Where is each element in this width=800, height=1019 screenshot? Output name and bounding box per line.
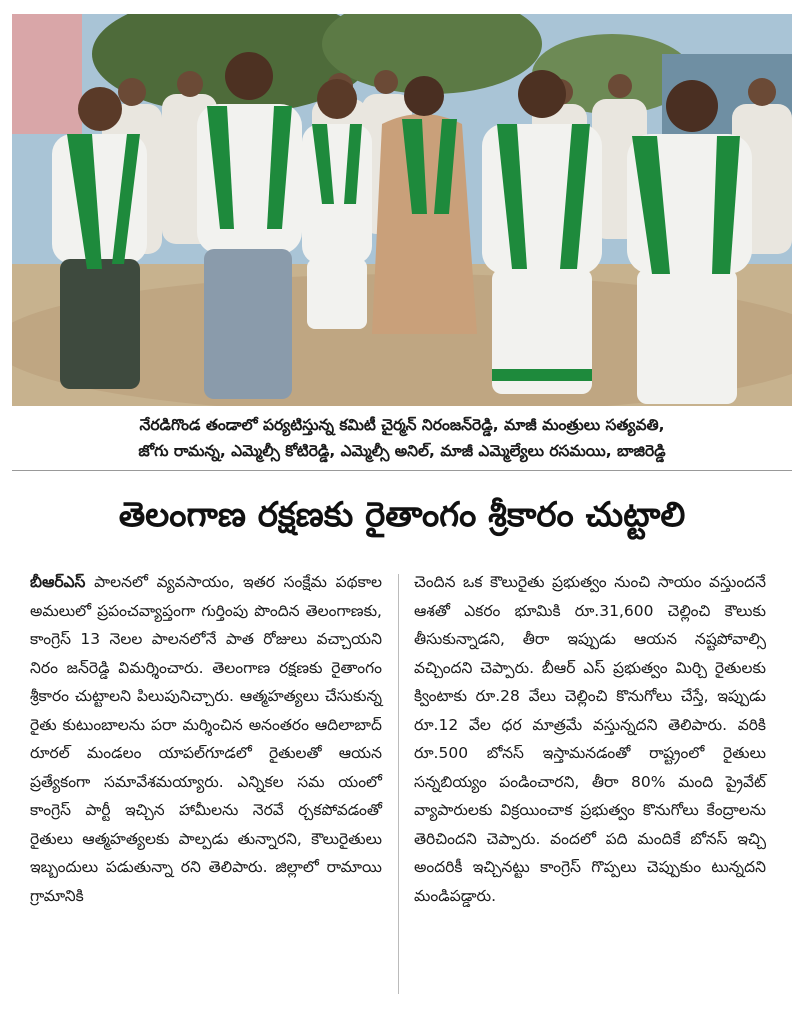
column-divider: [398, 574, 399, 994]
news-photo: [12, 14, 792, 406]
article-column-right: చెందిన ఒక కౌలురైతు ప్రభుత్వం నుంచి సాయం వస్తుందనే ఆశతో ఎకరం భూమికి రూ.31,600 చెల్లించి కౌలుకు తీసుకున్నాడని, తీరా ఇప్పుడు ఆయన నష్టపోవాల్సి వచ్చిందని చెప్పారు. బీఆర్ ఎస్ ప్రభుత్వం మిర్చి రైతులకు క్వింటాకు రూ.28 వేలు చెల్లించి కొనుగోలు చేస్తే, ఇప్పుడు రూ.12 వేల ధర మాత్రమే వస్తున్నదని తెలిపారు. వరికి రూ.500 బోనస్ ఇస్తామనడంతో రాష్ట్రంలో రైతులు సన్నబియ్యం పండించారని, తీరా 80% మంది ప్రైవేట్ వ్యాపారులకు విక్రయించాక ప్రభుత్వం కొనుగోలు కేంద్రాలను తెరిచిందని చెప్పారు. వందలో పది మందికే బోనస్ ఇచ్చి అందరికీ ఇచ్చినట్టు కాంగ్రెస్ గొప్పలు చెప్పుకుం టున్నదని మండిపడ్డారు.: [414, 573, 766, 905]
article-body: [30, 568, 780, 1008]
group-walking-photo: [12, 14, 792, 406]
article-left-text: పాలనలో వ్యవసాయం, ఇతర సంక్షేమ పథకాల అమలులో ప్రపంచవ్యాప్తంగా గుర్తింపు పొందిన తెలంగాణకు, కాంగ్రెస్ 13 నెలల పాలనలోనే పాత రోజులు వచ్చాయని నిరం జన్‌రెడ్డి విమర్శించారు. తెలంగాణ రక్షణకు రైతాంగం శ్రీకారం చుట్టాలని పిలుపునిచ్చారు. ఆత్మహత్యలు చేసుకున్న రైతు కుటుంబాలను పరా మర్శించిన అనంతరం ఆదిలాబాద్ రూరల్ మండలం యాపల్‌గూడలో రైతులతో ఆయన ప్రత్యేకంగా సమావేశమయ్యారు. ఎన్నికల సమ యంలో కాంగ్రెస్ పార్టీ ఇచ్చిన హామీలను నెరవే ర్చకపోవడంతో రైతులు ఆత్మహత్యలకు పాల్పడు తున్నారని, కౌలురైతులు ఇబ్బందులు పడుతున్నా రని తెలిపారు. జిల్లాలో రామాయి గ్రామానికి: [30, 573, 382, 905]
caption-divider: [12, 470, 792, 471]
caption-line-1: నేరడిగొండ తండాలో పర్యటిస్తున్న కమిటీ చైర్మన్ నిరంజన్‌రెడ్డి, మాజీ మంత్రులు సత్యవతి,: [139, 416, 665, 434]
caption-line-2: జోగు రామన్న, ఎమ్మెల్సీ కోటిరెడ్డి, ఎమ్మెల్సీ అనిల్, మాజీ ఎమ్మెల్యేలు రసమయి, బాజిరెడ్డి: [138, 442, 666, 460]
article-lead-word: బీఆర్ఎస్: [30, 573, 86, 591]
headline: తెలంగాణ రక్షణకు రైతాంగం శ్రీకారం చుట్టాలి: [118, 495, 686, 535]
photo-caption: [12, 412, 792, 464]
article-column-left: [30, 568, 382, 910]
